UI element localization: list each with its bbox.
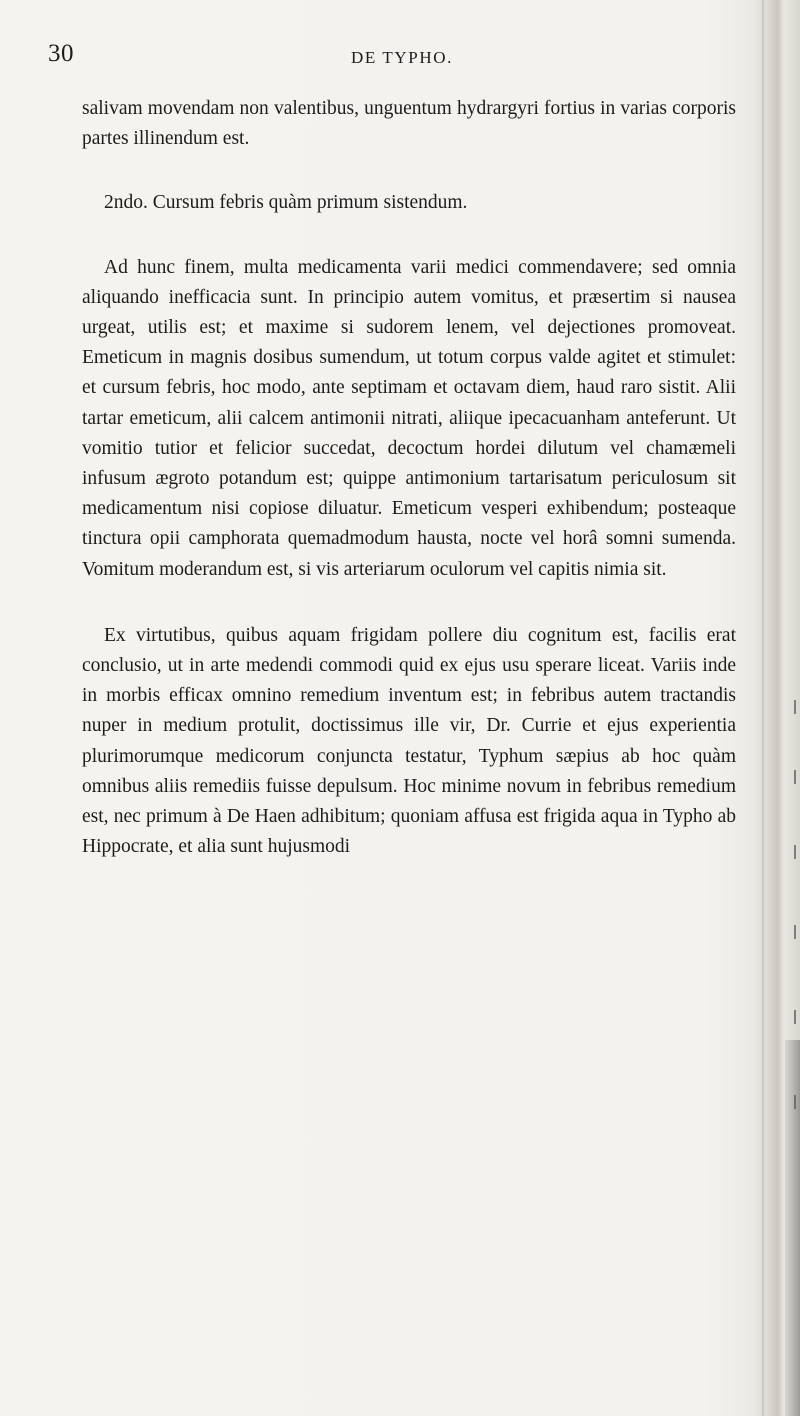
edge-mark (794, 700, 796, 714)
paragraph-cold-water: Ex virtutibus, quibus aquam frigidam pollere diu cognitum est, facilis erat conclusio, ut in arte medendi commodi quid ex ejus usu sperare liceat. Variis inde in morbis efficax omnino remedium inventum est; in febribus autem tractandis nuper in medium protulit, doctissimus ille vir, Dr. Currie et ejus experientia plurimorumque medicorum conjuncta testatur, Typhum sæpius ab hoc quàm omnibus aliis remediis fuisse depulsum. Hoc minime novum in febribus remedium est, nec primum à De Haen adhibitum; quoniam affusa est frigida aqua in Typho ab Hippocrate, et alia sunt hujusmodi (82, 624, 736, 858)
paragraph-heading-2ndo: 2ndo. Cursum febris quàm primum sistendum. (104, 192, 468, 214)
running-head: DE TYPHO. (351, 48, 453, 67)
page-number: 30 (48, 40, 74, 67)
edge-mark (794, 1010, 796, 1024)
edge-mark (794, 770, 796, 784)
body-text (82, 94, 736, 862)
edge-mark (794, 845, 796, 859)
page-header (48, 40, 748, 76)
edge-mark (794, 1095, 796, 1109)
paragraph-continuation: salivam movendam non valentibus, unguentum hydrargyri fortius in varias corporis partes illinendum est. (82, 98, 736, 150)
page-gutter-line (762, 0, 764, 1416)
edge-mark (794, 925, 796, 939)
edge-marks (770, 0, 790, 1416)
paragraph-emetics: Ad hunc finem, multa medicamenta varii medici commendavere; sed omnia aliquando inefficacia sunt. In principio autem vomitus, et præsertim si nausea urgeat, utilis est; et maxime si sudorem lenem, vel dejectiones promoveat. Emeticum in magnis dosibus sumendum, ut totum corpus valde agitet et stimulet: et cursum febris, hoc modo, ante septimam et octavam diem, haud raro sistit. Alii tartar emeticum, alii calcem antimonii nitrati, aliique ipecacuanham anteferunt. Ut vomitio tutior et felicior succedat, decoctum hordei dilutum vel chamæmeli infusum ægroto potandum est; quippe antimonium tartarisatum periculosum sit medicamentum nisi copiose diluatur. Emeticum vesperi exhibendum; posteaque tinctura opii camphorata quemadmodum hausta, nocte vel horâ somni sumenda. Vomitum moderandum est, si vis arteriarum oculorum vel capitis nimia sit. (82, 256, 736, 580)
